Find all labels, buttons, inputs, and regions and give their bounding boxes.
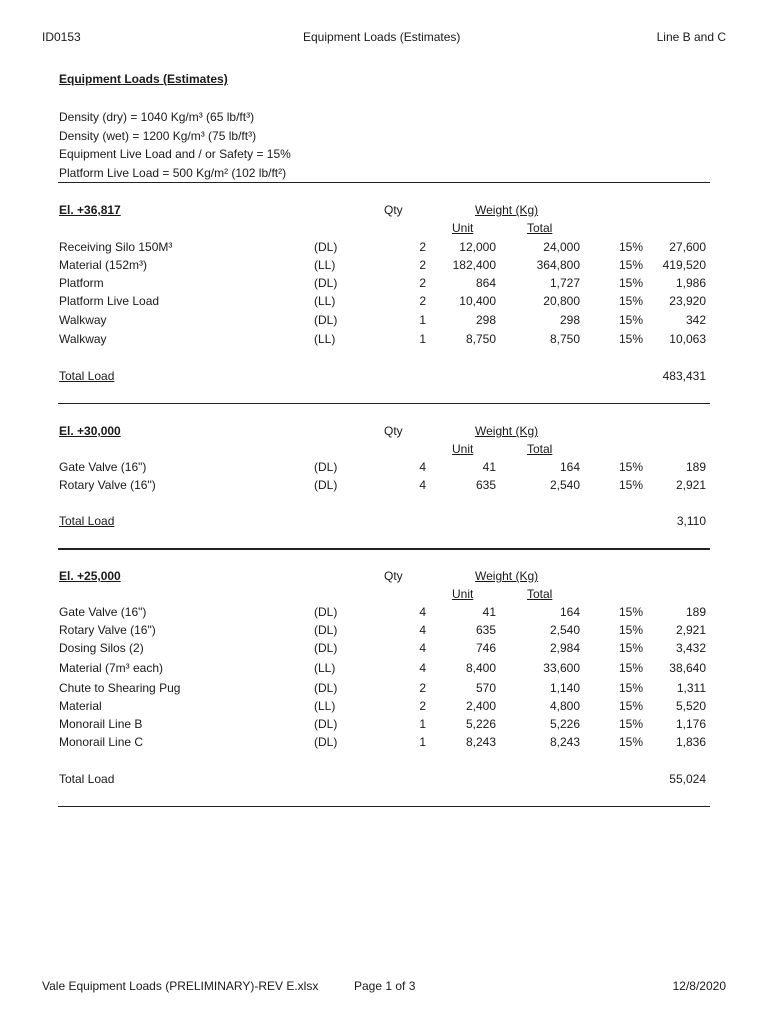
weight-header: Weight (Kg): [475, 569, 539, 583]
load-type: (DL): [314, 240, 338, 254]
qty: 4: [419, 460, 426, 474]
qty-header: Qty: [384, 569, 403, 583]
load-type: (LL): [314, 294, 336, 308]
load-type: (DL): [314, 623, 338, 637]
safety-pct: 15%: [619, 735, 644, 749]
total-load-label: Total Load: [59, 514, 115, 528]
unit-weight: 8,750: [465, 332, 496, 346]
table-row: [0, 240, 768, 258]
total-load-value: 483,431: [662, 369, 706, 383]
factored-load: 2,921: [675, 478, 706, 492]
load-type: (DL): [314, 605, 338, 619]
item-name: Rotary Valve (16"): [59, 478, 156, 492]
total-weight: 8,750: [549, 332, 580, 346]
table-row: [0, 313, 768, 331]
footer-filename: Vale Equipment Loads (PRELIMINARY)-REV E.xlsx: [42, 979, 319, 993]
unit-weight: 8,400: [465, 661, 496, 675]
qty: 4: [419, 478, 426, 492]
load-type: (LL): [314, 699, 336, 713]
item-name: Platform: [59, 276, 104, 290]
item-name: Chute to Shearing Pug: [59, 681, 181, 695]
factored-load: 10,063: [669, 332, 706, 346]
qty: 1: [419, 332, 426, 346]
unit-weight: 635: [475, 623, 496, 637]
qty: 1: [419, 717, 426, 731]
qty: 2: [419, 240, 426, 254]
load-type: (DL): [314, 276, 338, 290]
unit-weight: 10,400: [459, 294, 496, 308]
load-type: (DL): [314, 313, 338, 327]
item-name: Rotary Valve (16"): [59, 623, 156, 637]
item-name: Monorail Line C: [59, 735, 144, 749]
total-weight: 24,000: [543, 240, 580, 254]
table-row: [0, 258, 768, 276]
item-name: Material (7m³ each): [59, 661, 164, 675]
design-parameters: [59, 108, 291, 183]
total-weight: 1,140: [549, 681, 580, 695]
table-row: [0, 478, 768, 496]
table-row: [0, 332, 768, 350]
header-line: Line B and C: [656, 30, 726, 44]
item-name: Material (152m³): [59, 258, 148, 272]
parameter-live-load-safety: Equipment Live Load and / or Safety = 15%: [59, 147, 291, 162]
item-name: Walkway: [59, 332, 107, 346]
load-type: (DL): [314, 641, 338, 655]
table-row: [0, 623, 768, 641]
item-name: Material: [59, 699, 102, 713]
divider: [58, 182, 710, 183]
safety-pct: 15%: [619, 332, 644, 346]
unit-header: Unit: [452, 587, 474, 601]
unit-weight: 570: [475, 681, 496, 695]
total-load-label: Total Load: [59, 369, 115, 383]
safety-pct: 15%: [619, 623, 644, 637]
total-load-value: 3,110: [676, 514, 706, 528]
unit-weight: 746: [475, 641, 496, 655]
total-weight: 2,540: [549, 478, 580, 492]
unit-weight: 12,000: [459, 240, 496, 254]
qty: 4: [419, 641, 426, 655]
load-type: (LL): [314, 332, 336, 346]
load-type: (DL): [314, 478, 338, 492]
qty: 2: [419, 294, 426, 308]
factored-load: 5,520: [675, 699, 706, 713]
total-load-value: 55,024: [669, 772, 706, 786]
safety-pct: 15%: [619, 478, 644, 492]
unit-header: Unit: [452, 221, 474, 235]
item-name: Dosing Silos (2): [59, 641, 144, 655]
total-weight: 20,800: [543, 294, 580, 308]
table-row: [0, 681, 768, 699]
total-load-label: Total Load: [59, 772, 115, 786]
load-type: (DL): [314, 735, 338, 749]
safety-pct: 15%: [619, 313, 644, 327]
total-weight: 8,243: [549, 735, 580, 749]
unit-weight: 5,226: [465, 717, 496, 731]
table-row: [0, 717, 768, 735]
elevation-title: El. +36,817: [59, 203, 121, 217]
item-name: Walkway: [59, 313, 107, 327]
factored-load: 27,600: [669, 240, 706, 254]
parameter-density-dry: Density (dry) = 1040 Kg/m³ (65 lb/ft³): [59, 110, 255, 124]
item-name: Gate Valve (16"): [59, 460, 147, 474]
qty-header: Qty: [384, 424, 403, 438]
safety-pct: 15%: [619, 605, 644, 619]
total-weight: 4,800: [549, 699, 580, 713]
table-row: [0, 641, 768, 659]
unit-header: Unit: [452, 442, 474, 456]
document-title: Equipment Loads (Estimates): [59, 72, 228, 86]
item-name: Gate Valve (16"): [59, 605, 147, 619]
weight-header: Weight (Kg): [475, 424, 539, 438]
divider: [58, 806, 710, 807]
load-type: (DL): [314, 681, 338, 695]
factored-load: 419,520: [662, 258, 706, 272]
factored-load: 189: [685, 460, 706, 474]
unit-weight: 41: [482, 460, 496, 474]
total-weight: 33,600: [543, 661, 580, 675]
parameter-density-wet: Density (wet) = 1200 Kg/m³ (75 lb/ft³): [59, 128, 257, 143]
total-weight: 298: [559, 313, 580, 327]
table-row: [0, 294, 768, 312]
safety-pct: 15%: [619, 661, 644, 675]
qty: 4: [419, 661, 426, 675]
total-weight: 164: [559, 460, 580, 474]
factored-load: 1,311: [676, 681, 706, 695]
weight-header: Weight (Kg): [475, 203, 539, 217]
total-weight: 164: [559, 605, 580, 619]
safety-pct: 15%: [619, 681, 644, 695]
total-weight: 5,226: [549, 717, 580, 731]
total-weight: 364,800: [536, 258, 580, 272]
unit-weight: 2,400: [465, 699, 496, 713]
factored-load: 189: [685, 605, 706, 619]
table-row: [0, 276, 768, 294]
safety-pct: 15%: [619, 240, 644, 254]
total-header: Total: [527, 587, 553, 601]
qty-header: Qty: [384, 203, 403, 217]
unit-weight: 8,243: [465, 735, 496, 749]
factored-load: 23,920: [669, 294, 706, 308]
total-header: Total: [527, 442, 553, 456]
item-name: Receiving Silo 150M³: [59, 240, 173, 254]
safety-pct: 15%: [619, 460, 644, 474]
safety-pct: 15%: [619, 699, 644, 713]
factored-load: 1,986: [675, 276, 706, 290]
load-type: (DL): [314, 460, 338, 474]
unit-weight: 182,400: [452, 258, 496, 272]
qty: 2: [419, 681, 426, 695]
unit-weight: 635: [475, 478, 496, 492]
divider: [58, 403, 710, 404]
footer-page-number: Page 1 of 3: [354, 979, 416, 993]
table-row: [0, 735, 768, 753]
factored-load: 3,432: [675, 641, 706, 655]
total-header: Total: [527, 221, 553, 235]
factored-load: 1,836: [675, 735, 706, 749]
qty: 1: [419, 735, 426, 749]
qty: 1: [419, 313, 426, 327]
table-row: [0, 460, 768, 478]
safety-pct: 15%: [619, 641, 644, 655]
load-type: (LL): [314, 661, 336, 675]
factored-load: 2,921: [675, 623, 706, 637]
elevation-title: El. +30,000: [59, 424, 121, 438]
total-weight: 2,984: [549, 641, 580, 655]
safety-pct: 15%: [619, 294, 644, 308]
table-row: [0, 699, 768, 717]
factored-load: 38,640: [669, 661, 706, 675]
qty: 2: [419, 699, 426, 713]
load-type: (DL): [314, 717, 338, 731]
header-title: Equipment Loads (Estimates): [303, 30, 461, 44]
load-type: (LL): [314, 258, 336, 272]
unit-weight: 41: [482, 605, 496, 619]
footer-date: 12/8/2020: [672, 979, 726, 993]
table-row: [0, 605, 768, 623]
factored-load: 1,176: [675, 717, 706, 731]
elevation-title: El. +25,000: [59, 569, 121, 583]
safety-pct: 15%: [619, 258, 644, 272]
qty: 2: [419, 276, 426, 290]
parameter-platform-live-load: Platform Live Load = 500 Kg/m² (102 lb/ft²): [59, 166, 287, 181]
unit-weight: 298: [475, 313, 496, 327]
item-name: Platform Live Load: [59, 294, 160, 308]
safety-pct: 15%: [619, 276, 644, 290]
qty: 2: [419, 258, 426, 272]
item-name: Monorail Line B: [59, 717, 143, 731]
total-weight: 2,540: [549, 623, 580, 637]
unit-weight: 864: [475, 276, 496, 290]
qty: 4: [419, 623, 426, 637]
qty: 4: [419, 605, 426, 619]
table-row: [0, 661, 768, 679]
safety-pct: 15%: [619, 717, 644, 731]
divider: [58, 548, 710, 550]
factored-load: 342: [685, 313, 706, 327]
total-weight: 1,727: [549, 276, 580, 290]
header-doc-id: ID0153: [42, 30, 81, 44]
